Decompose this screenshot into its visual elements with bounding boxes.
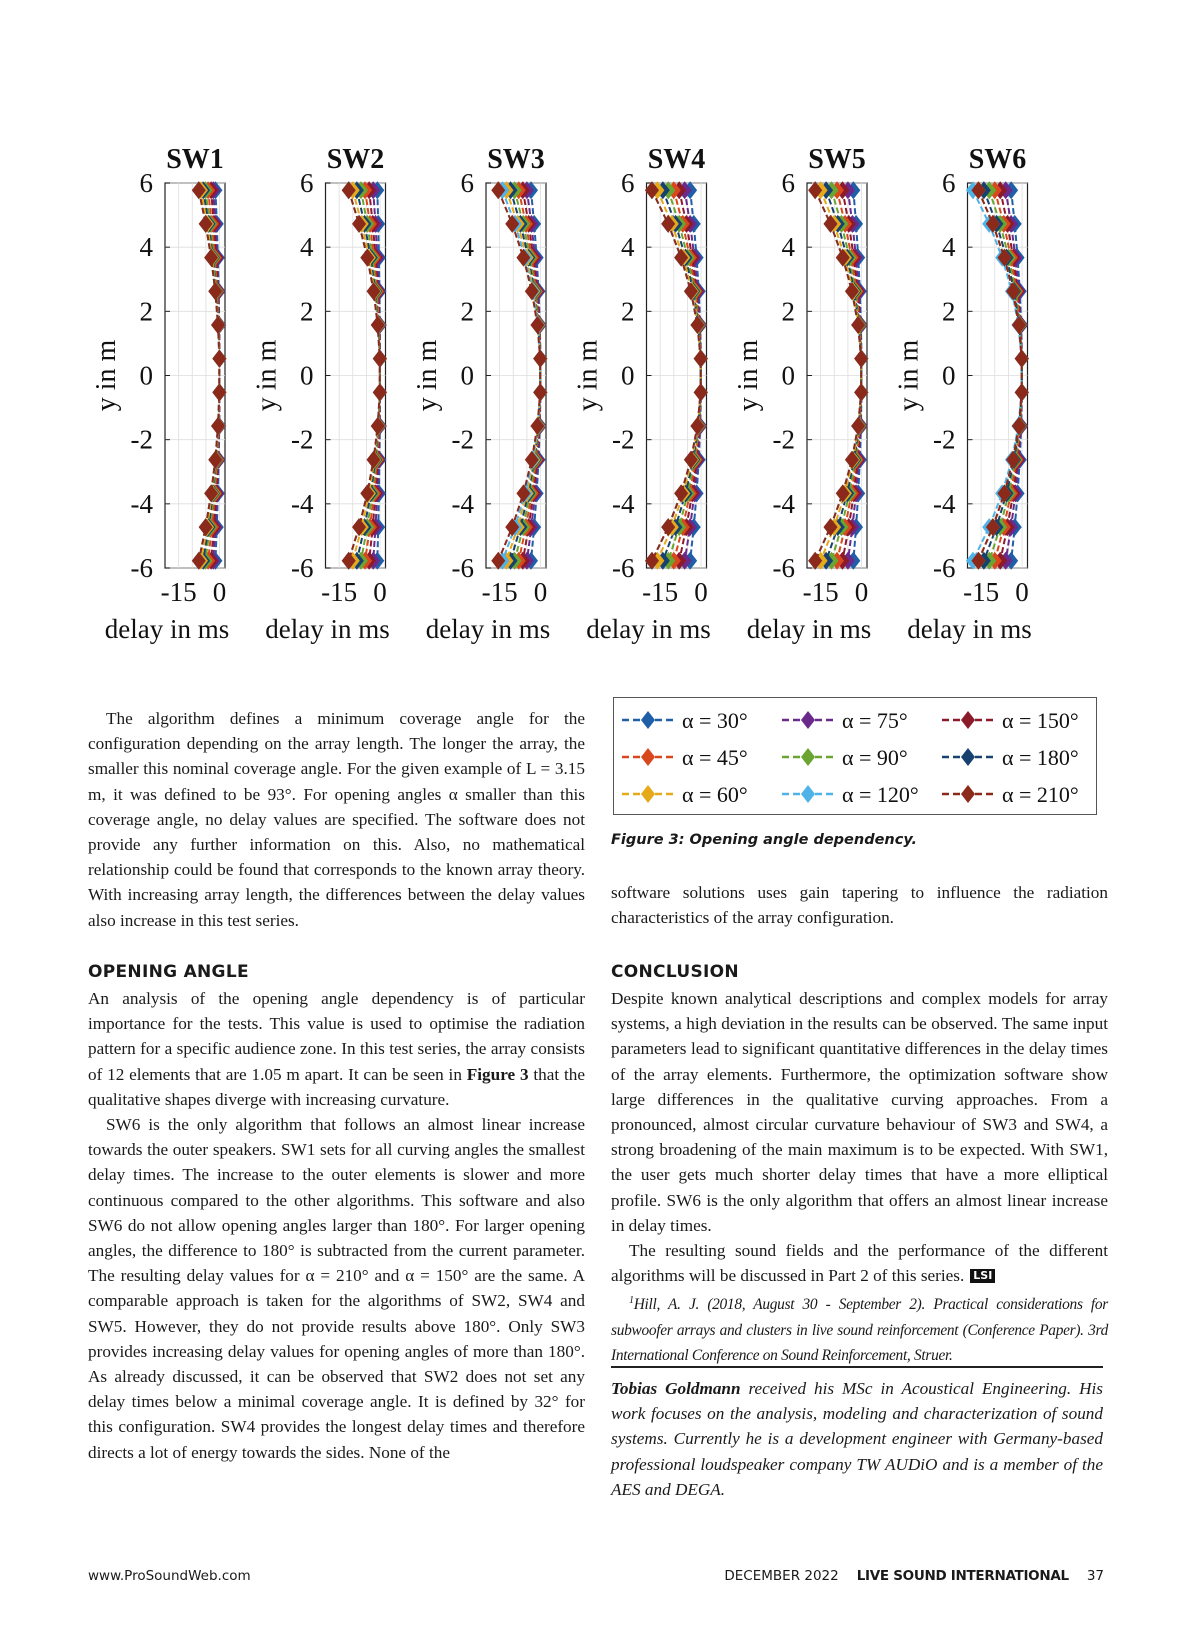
x-tick-label: -15 — [642, 577, 679, 607]
opening-p1-start: An analysis of the opening angle dependency is of particular importance for the tests. This value is used to optimise the radiation pattern for a specific audience zone. In this test series, the array consists of 12 elements that are 1.05 m apart. It can be seen in — [88, 989, 585, 1084]
y-tick-label: -4 — [933, 488, 956, 519]
x-tick-label: 0 — [533, 577, 548, 607]
y-tick-label: 4 — [781, 232, 795, 263]
y-tick-label: 4 — [300, 232, 314, 263]
y-tick-label: 4 — [139, 232, 153, 263]
legend-label: α = 45° — [682, 745, 748, 770]
x-tick-label: -15 — [802, 577, 839, 607]
legend-entry — [942, 708, 1079, 733]
y-tick-label: 0 — [781, 360, 795, 391]
y-tick-label: -4 — [612, 488, 635, 519]
y-tick-label: -4 — [451, 488, 474, 519]
chart-panel-sw5 — [733, 144, 871, 644]
author-name: Tobias Goldmann — [611, 1379, 741, 1398]
y-tick-label: -4 — [291, 488, 314, 519]
footer-magazine: LIVE SOUND INTERNATIONAL — [856, 1568, 1069, 1584]
y-axis-label: y in m — [733, 339, 764, 412]
panel-title: SW4 — [647, 144, 706, 175]
reference-note — [611, 1288, 1108, 1367]
y-tick-label: 2 — [460, 296, 474, 327]
legend-marker — [801, 748, 815, 766]
intro-column — [88, 706, 585, 933]
y-tick-label: 4 — [460, 232, 474, 263]
x-tick-label: -15 — [963, 577, 1000, 607]
y-tick-label: -2 — [130, 424, 153, 455]
legend-label: α = 150° — [1002, 708, 1079, 733]
y-tick-label: 6 — [781, 168, 795, 198]
y-tick-label: 0 — [139, 360, 153, 391]
y-tick-label: 0 — [460, 360, 474, 391]
legend-entry — [622, 782, 748, 807]
figure-legend — [613, 697, 1097, 815]
legend-marker — [641, 748, 655, 766]
figure-reference: Figure 3 — [466, 1064, 529, 1084]
y-tick-label: -6 — [772, 553, 795, 583]
legend-entry — [942, 782, 1079, 807]
x-tick-label: -15 — [321, 577, 358, 607]
opening-angle-section — [88, 960, 585, 1465]
reference-number: 1 — [629, 1295, 634, 1307]
figure-3 — [85, 135, 1115, 675]
y-axis-label: y in m — [251, 339, 283, 412]
delay-charts — [85, 135, 1115, 675]
y-axis-label: y in m — [91, 339, 122, 412]
legend-label: α = 180° — [1002, 745, 1079, 770]
y-tick-label: 6 — [942, 168, 956, 198]
y-tick-label: -6 — [612, 553, 635, 583]
continuation-paragraph: software solutions uses gain tapering to influence the radiation characteristics of the array configuration. — [611, 883, 1108, 928]
legend-entry — [622, 708, 748, 733]
panel-title: SW1 — [166, 144, 224, 175]
panel-title: SW2 — [326, 144, 385, 175]
footer-info — [724, 1568, 1104, 1584]
legend-marker — [961, 748, 975, 766]
y-tick-label: -2 — [451, 424, 474, 455]
conclusion-heading: CONCLUSION — [611, 962, 739, 982]
y-tick-label: 0 — [621, 360, 635, 391]
legend-marker — [801, 785, 815, 803]
x-axis-label: delay in ms — [586, 614, 711, 644]
panel-title: SW5 — [808, 144, 866, 175]
y-tick-label: 2 — [942, 296, 956, 327]
legend-entry — [622, 745, 748, 770]
author-divider — [611, 1366, 1103, 1368]
footer-page-number: 37 — [1086, 1568, 1104, 1584]
conclusion-section — [611, 960, 1108, 1368]
legend-label: α = 75° — [842, 708, 908, 733]
x-axis-label: delay in ms — [425, 614, 551, 644]
figure-caption: Figure 3: Opening angle dependency. — [611, 832, 917, 848]
x-tick-label: 0 — [373, 577, 387, 607]
author-bio — [611, 1376, 1103, 1502]
legend-entry — [782, 745, 908, 770]
legend-entry — [782, 708, 908, 733]
y-tick-label: 6 — [621, 168, 635, 198]
legend-label: α = 120° — [842, 782, 919, 807]
chart-panel-sw4 — [573, 144, 711, 644]
y-tick-label: -2 — [612, 424, 635, 455]
reference-text: Hill, A. J. (2018, August 30 - September 2). Practical considerations for subwoofer arrays and clusters in live sound reinforcement (Conference Paper). 3rd International Conference on Sound Reinforcement, Struer. — [611, 1296, 1108, 1364]
chart-panel-sw6 — [894, 144, 1032, 644]
y-tick-label: -2 — [291, 424, 314, 455]
y-tick-label: 4 — [621, 232, 635, 263]
y-tick-label: -2 — [772, 424, 795, 455]
x-tick-label: 0 — [854, 577, 869, 607]
y-tick-label: 6 — [460, 168, 474, 198]
opening-angle-paragraph-2: SW6 is the only algorithm that follows an almost linear increase towards the outer speakers. SW1 sets for all curving angles the smallest delay times. The increase to the outer elements is slower and more continuous compared to the other algorithms. This software and also SW6 do not allow opening angles larger than 180°. For larger opening angles, the difference to 180° is subtracted from the current parameter. The resulting delay values for α = 210° and α = 150° are the same. A comparable approach is taken for the algorithms of SW2, SW4 and SW5. However, they do not provide results above 180°. Only SW3 provides increasing delay values for opening angles of more than 180°. As already discussed, it can be observed that SW2 does not set any delay times below a minimal coverage angle. It is defined by 32° for this configuration. SW4 provides the longest delay times and therefore directs a lot of energy towards the sides. None of the — [88, 1115, 585, 1462]
opening-angle-paragraph-1 — [88, 986, 585, 1112]
intro-paragraph: The algorithm defines a minimum coverage angle for the configuration depending on the array length. The longer the array, the smaller this nominal coverage angle. For the given example of L = 3.15 m, it was defined to be 93°. For opening angles α smaller than this coverage angle, no delay values are specified. The software does not provide any further information on this. Also, no mathematical relationship could be found that corresponds to the known array theory. With increasing array length, the differences between the delay values also increase in this test series. — [88, 709, 585, 930]
y-tick-label: -4 — [130, 488, 153, 519]
y-tick-label: -6 — [933, 553, 956, 583]
y-tick-label: -6 — [130, 553, 153, 583]
conclusion-paragraph-1: Despite known analytical descriptions and complex models for array systems, a high deviation in the results can be observed. The same input parameters lead to significant quantitative differences in the delay times of the array elements. Furthermore, the optimization software show large differences in the qualitative curving approaches. From a pronounced, almost circular curvature behaviour of SW3 and SW4, a strong broadening of the main maximum is to be expected. With SW1, the user gets much shorter delay times that have a more elliptical profile. SW6 is the only algorithm that offers an almost linear increase in delay times. — [611, 989, 1108, 1235]
y-tick-label: -6 — [451, 553, 474, 583]
x-tick-label: 0 — [694, 577, 708, 607]
y-tick-label: 2 — [621, 296, 635, 327]
opening-p1-end: that the qualitative shapes diverge with increasing curvature. — [88, 1064, 586, 1109]
y-tick-label: -2 — [933, 424, 956, 455]
legend-marker — [641, 711, 655, 729]
legend-marker — [801, 711, 815, 729]
y-tick-label: 6 — [139, 168, 153, 198]
panel-title: SW6 — [968, 144, 1027, 175]
y-tick-label: 2 — [781, 296, 795, 327]
x-tick-label: -15 — [481, 577, 518, 607]
y-tick-label: 0 — [942, 360, 956, 391]
y-tick-label: -4 — [772, 488, 795, 519]
y-axis-label: y in m — [412, 339, 443, 412]
chart-panel-sw3 — [412, 144, 550, 644]
x-tick-label: -15 — [160, 577, 197, 607]
chart-panel-sw2 — [252, 144, 390, 644]
x-axis-label: delay in ms — [104, 614, 230, 644]
legend-label: α = 210° — [1002, 782, 1079, 807]
footer-date: DECEMBER 2022 — [724, 1568, 839, 1584]
legend-label: α = 30° — [682, 708, 748, 733]
y-tick-label: 6 — [300, 168, 314, 198]
footer-website[interactable]: www.ProSoundWeb.com — [88, 1568, 251, 1584]
x-axis-label: delay in ms — [907, 614, 1032, 644]
x-axis-label: delay in ms — [265, 614, 390, 644]
legend-marker — [641, 785, 655, 803]
y-tick-label: 0 — [300, 360, 314, 391]
y-tick-label: 4 — [942, 232, 956, 263]
y-tick-label: 2 — [300, 296, 314, 327]
opening-angle-heading: OPENING ANGLE — [88, 962, 249, 982]
chart-panel-sw1 — [91, 144, 229, 644]
author-bio-text: received his MSc in Acoustical Engineering. His work focuses on the analysis, modeling and characterization of sound systems. Currently he is a development engineer with Germany-based professional loudspeaker company TW AUDiO and is a member of the AES and DEGA. — [611, 1379, 1103, 1499]
panel-title: SW3 — [487, 144, 545, 175]
x-tick-label: 0 — [212, 577, 227, 607]
legend-entries — [614, 698, 1095, 813]
conclusion-p2-text: The resulting sound fields and the performance of the different algorithms will be discussed in Part 2 of this series. — [611, 1241, 1108, 1286]
y-axis-label: y in m — [572, 339, 604, 412]
legend-label: α = 60° — [682, 782, 748, 807]
y-axis-label: y in m — [893, 339, 925, 412]
end-of-article-badge: LSI — [970, 1269, 995, 1283]
legend-entry — [942, 745, 1079, 770]
x-tick-label: 0 — [1015, 577, 1029, 607]
x-axis-label: delay in ms — [746, 614, 872, 644]
legend-marker — [961, 711, 975, 729]
legend-entry — [782, 782, 919, 807]
y-tick-label: 2 — [139, 296, 153, 327]
legend-marker — [961, 785, 975, 803]
right-continuation — [611, 880, 1108, 930]
y-tick-label: -6 — [291, 553, 314, 583]
conclusion-paragraph-2 — [611, 1238, 1108, 1288]
legend-label: α = 90° — [842, 745, 908, 770]
